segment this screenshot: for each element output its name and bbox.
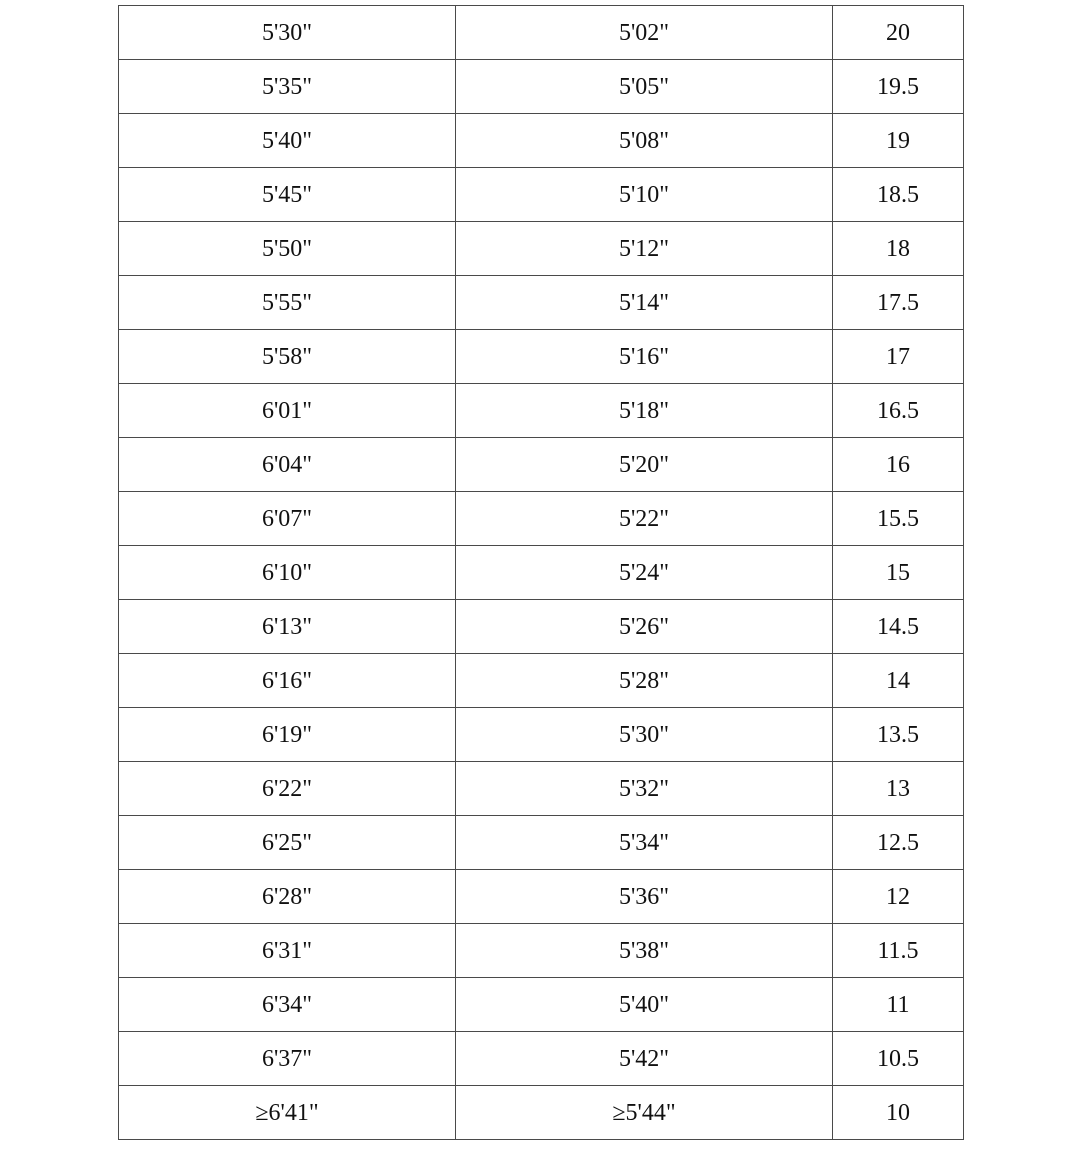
table-cell: 13.5 [833, 708, 964, 762]
table-cell: 5'26" [456, 600, 833, 654]
table-cell: 6'28" [119, 870, 456, 924]
table-cell: 5'50" [119, 222, 456, 276]
table-cell: 5'05" [456, 60, 833, 114]
table-cell: 11 [833, 978, 964, 1032]
table-cell: 16.5 [833, 384, 964, 438]
table-cell: 5'32" [456, 762, 833, 816]
table-row [119, 1086, 964, 1140]
table-cell: 5'14" [456, 276, 833, 330]
table-cell: 15 [833, 546, 964, 600]
table-cell: 5'58" [119, 330, 456, 384]
table-cell: 5'30" [456, 708, 833, 762]
table-cell: 5'40" [456, 978, 833, 1032]
table-cell: 6'01" [119, 384, 456, 438]
table-cell: 5'24" [456, 546, 833, 600]
table-cell: 6'34" [119, 978, 456, 1032]
table-cell: 15.5 [833, 492, 964, 546]
table-cell: 5'45" [119, 168, 456, 222]
table-cell: 17 [833, 330, 964, 384]
table-cell: 5'40" [119, 114, 456, 168]
table-cell: 5'30" [119, 6, 456, 60]
score-table [118, 5, 964, 1140]
table-cell: 10.5 [833, 1032, 964, 1086]
table-cell: 6'10" [119, 546, 456, 600]
table-cell: 6'04" [119, 438, 456, 492]
table-cell: 5'20" [456, 438, 833, 492]
table-row [119, 222, 964, 276]
table-cell: 5'36" [456, 870, 833, 924]
table-row [119, 492, 964, 546]
table-row [119, 708, 964, 762]
table-row [119, 60, 964, 114]
table-cell: 10 [833, 1086, 964, 1140]
table-cell: 17.5 [833, 276, 964, 330]
table-row [119, 276, 964, 330]
table-cell: 6'22" [119, 762, 456, 816]
table-cell: 6'16" [119, 654, 456, 708]
table-cell: ≥6'41" [119, 1086, 456, 1140]
table-row [119, 546, 964, 600]
table-row [119, 762, 964, 816]
table-row [119, 330, 964, 384]
table-cell: 16 [833, 438, 964, 492]
table-cell: 5'18" [456, 384, 833, 438]
table-cell: 12 [833, 870, 964, 924]
table-cell: 20 [833, 6, 964, 60]
table-cell: 19 [833, 114, 964, 168]
table-row [119, 384, 964, 438]
table-cell: 6'37" [119, 1032, 456, 1086]
table-cell: ≥5'44" [456, 1086, 833, 1140]
table-cell: 13 [833, 762, 964, 816]
table-row [119, 6, 964, 60]
table-cell: 6'13" [119, 600, 456, 654]
table-row [119, 600, 964, 654]
table-cell: 5'28" [456, 654, 833, 708]
table-cell: 5'02" [456, 6, 833, 60]
table-cell: 5'55" [119, 276, 456, 330]
score-table-body [119, 6, 964, 1140]
table-row [119, 168, 964, 222]
table-cell: 6'07" [119, 492, 456, 546]
table-cell: 12.5 [833, 816, 964, 870]
table-cell: 6'25" [119, 816, 456, 870]
table-cell: 5'42" [456, 1032, 833, 1086]
table-cell: 5'34" [456, 816, 833, 870]
table-row [119, 816, 964, 870]
table-cell: 6'19" [119, 708, 456, 762]
table-cell: 14 [833, 654, 964, 708]
table-cell: 5'12" [456, 222, 833, 276]
table-cell: 5'08" [456, 114, 833, 168]
table-row [119, 438, 964, 492]
table-cell: 5'22" [456, 492, 833, 546]
table-row [119, 114, 964, 168]
table-cell: 19.5 [833, 60, 964, 114]
table-row [119, 924, 964, 978]
table-row [119, 870, 964, 924]
table-cell: 5'16" [456, 330, 833, 384]
table-cell: 14.5 [833, 600, 964, 654]
table-row [119, 1032, 964, 1086]
table-cell: 5'10" [456, 168, 833, 222]
table-cell: 6'31" [119, 924, 456, 978]
table-cell: 5'35" [119, 60, 456, 114]
table-cell: 18 [833, 222, 964, 276]
table-cell: 18.5 [833, 168, 964, 222]
table-cell: 11.5 [833, 924, 964, 978]
table-row [119, 654, 964, 708]
table-row [119, 978, 964, 1032]
table-cell: 5'38" [456, 924, 833, 978]
